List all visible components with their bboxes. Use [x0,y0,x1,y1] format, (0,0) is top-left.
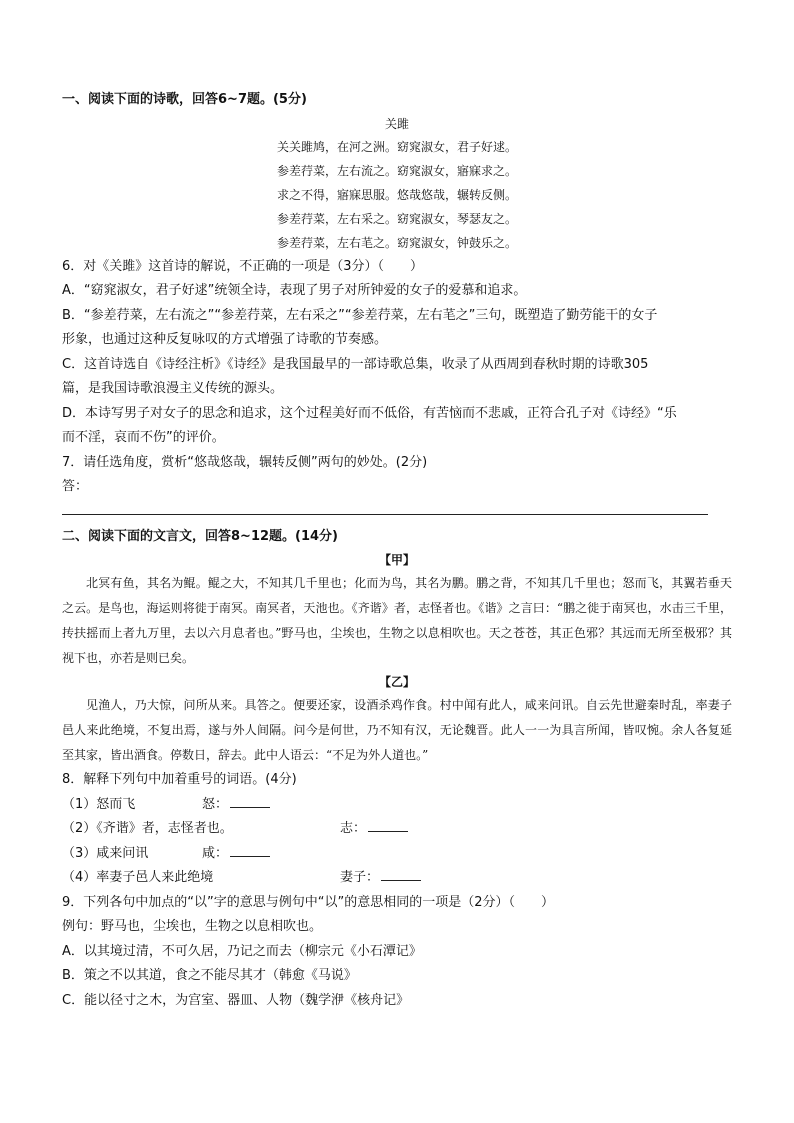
passage-jia-label: 【甲】 [378,553,415,567]
option-d-cont: 而不淫，哀而不伤”的评价。 [62,430,225,445]
question-8-stem: 8．解释下列句中加着重号的词语。(4分) [62,772,297,787]
q8-item [62,817,732,842]
poem-line: 关关雎鸠，在河之洲。窈窕淑女，君子好逑。 [276,139,517,154]
option-c: C．这首诗选自《诗经注析》《诗经》是我国最早的一部诗歌总集，收录了从西周到春秋时期的诗歌305 [62,356,649,372]
question-7-stem: 7．请任选角度，赏析“悠哉悠哉，辗转反侧”两句的妙处。(2分) [62,454,428,470]
option-b: B．“参差荇菜，左右流之”“参差荇菜，左右采之”“参差荇菜，左右芼之”三句，既塑造了勤劳能干的女子 [62,307,658,323]
passage-yi-label: 【乙】 [378,675,415,689]
option-c-cont: 篇，是我国诗歌浪漫主义传统的源头。 [62,381,284,396]
section1-heading: 一、阅读下面的诗歌，回答6~7题。(5分) [62,92,307,107]
q8-word: 怒： [202,796,229,812]
q8-word: 咸： [202,845,229,861]
answer-blank[interactable] [381,866,421,881]
option-a: A．“窈窕淑女，君子好逑”统领全诗，表现了男子对所钟爱的女子的爱慕和追求。 [62,283,527,298]
poem-title: 关雎 [384,116,409,131]
passage-yi-text: 见渔人，乃大惊，问所从来。具答之。便要还家，设酒杀鸡作食。村中闻有此人，咸来问讯。自云先世避秦时乱，率妻子邑人来此绝境，不复出焉，遂与外人间隔。问今是何世，乃不知有汉，无论魏晋。此人一一为具言所闻，皆叹惋。余人各复延至其家，皆出酒食。停数日，辞去。此中人语云：“不足为外人道也。” [62,698,732,762]
q8-item [62,793,732,818]
q8-sentence: （4）率妻子邑人来此绝境 [62,870,214,885]
answer-label: 答： [62,479,89,494]
poem-line: 参差荇菜，左右芼之。窈窕淑女，钟鼓乐之。 [276,235,517,250]
q9-option-c: C．能以径寸之木，为宫室、器皿、人物（魏学洢《核舟记》 [62,992,410,1008]
q9-option-b: B．策之不以其道，食之不能尽其才（韩愈《马说》 [62,968,357,983]
question-6-stem: 6．对《关雎》这首诗的解说，不正确的一项是（3分）（ ） [62,258,424,274]
poem-line: 求之不得，寤寐思服。悠哉悠哉，辗转反侧。 [276,187,517,202]
q8-item [62,842,732,867]
q9-example: 例句：野马也，尘埃也，生物之以息相吹也。 [62,919,323,934]
section2-heading: 二、阅读下面的文言文，回答8~12题。(14分) [62,528,339,544]
option-d: D．本诗写男子对女子的思念和追求，这个过程美好而不低俗，有苦恼而不悲戚，正符合孔子对《诗经》“乐 [62,405,677,421]
question-9-stem: 9．下列各句中加点的“以”字的意思与例句中“以”的意思相同的一项是（2分）（ ） [62,894,554,910]
q8-sentence: （1）怒而飞 [62,796,136,812]
poem-line: 参差荇菜，左右采之。窈窕淑女，琴瑟友之。 [276,211,517,226]
answer-line[interactable] [62,514,708,515]
answer-blank[interactable] [230,793,270,808]
exam-page [62,88,732,1013]
q8-sentence: （2）《齐谐》者，志怪者也。 [62,821,233,836]
passage-yi [62,693,732,768]
q8-word: 妻子： [340,870,380,885]
q8-word: 志： [340,821,367,836]
answer-blank[interactable] [368,817,408,832]
q9-option-a: A．以其境过清，不可久居，乃记之而去（柳宗元《小石潭记》 [62,943,422,959]
option-b-cont: 形象，也通过这种反复咏叹的方式增强了诗歌的节奏感。 [62,332,388,347]
poem-line: 参差荇菜，左右流之。窈窕淑女，寤寐求之。 [276,163,517,178]
passage-jia-text: 北冥有鱼，其名为鲲。鲲之大，不知其几千里也；化而为鸟，其名为鹏。鹏之背，不知其几千里也；怒而飞，其翼若垂天之云。是鸟也，海运则将徙于南冥。南冥者，天池也。《齐谐》者，志怪者也。《谐》之言曰：“鹏之徙于南冥也，水击三千里，抟扶摇而上者九万里，去以六月息者也。”野马也，尘埃也，生物之以息相吹也。天之苍苍，其正色邪？其远而无所至极邪？其视下也，亦若是则已矣。 [62,576,732,665]
q8-item [62,866,732,891]
passage-jia [62,571,732,671]
answer-blank[interactable] [230,842,270,857]
q8-sentence: （3）咸来问讯 [62,845,149,861]
